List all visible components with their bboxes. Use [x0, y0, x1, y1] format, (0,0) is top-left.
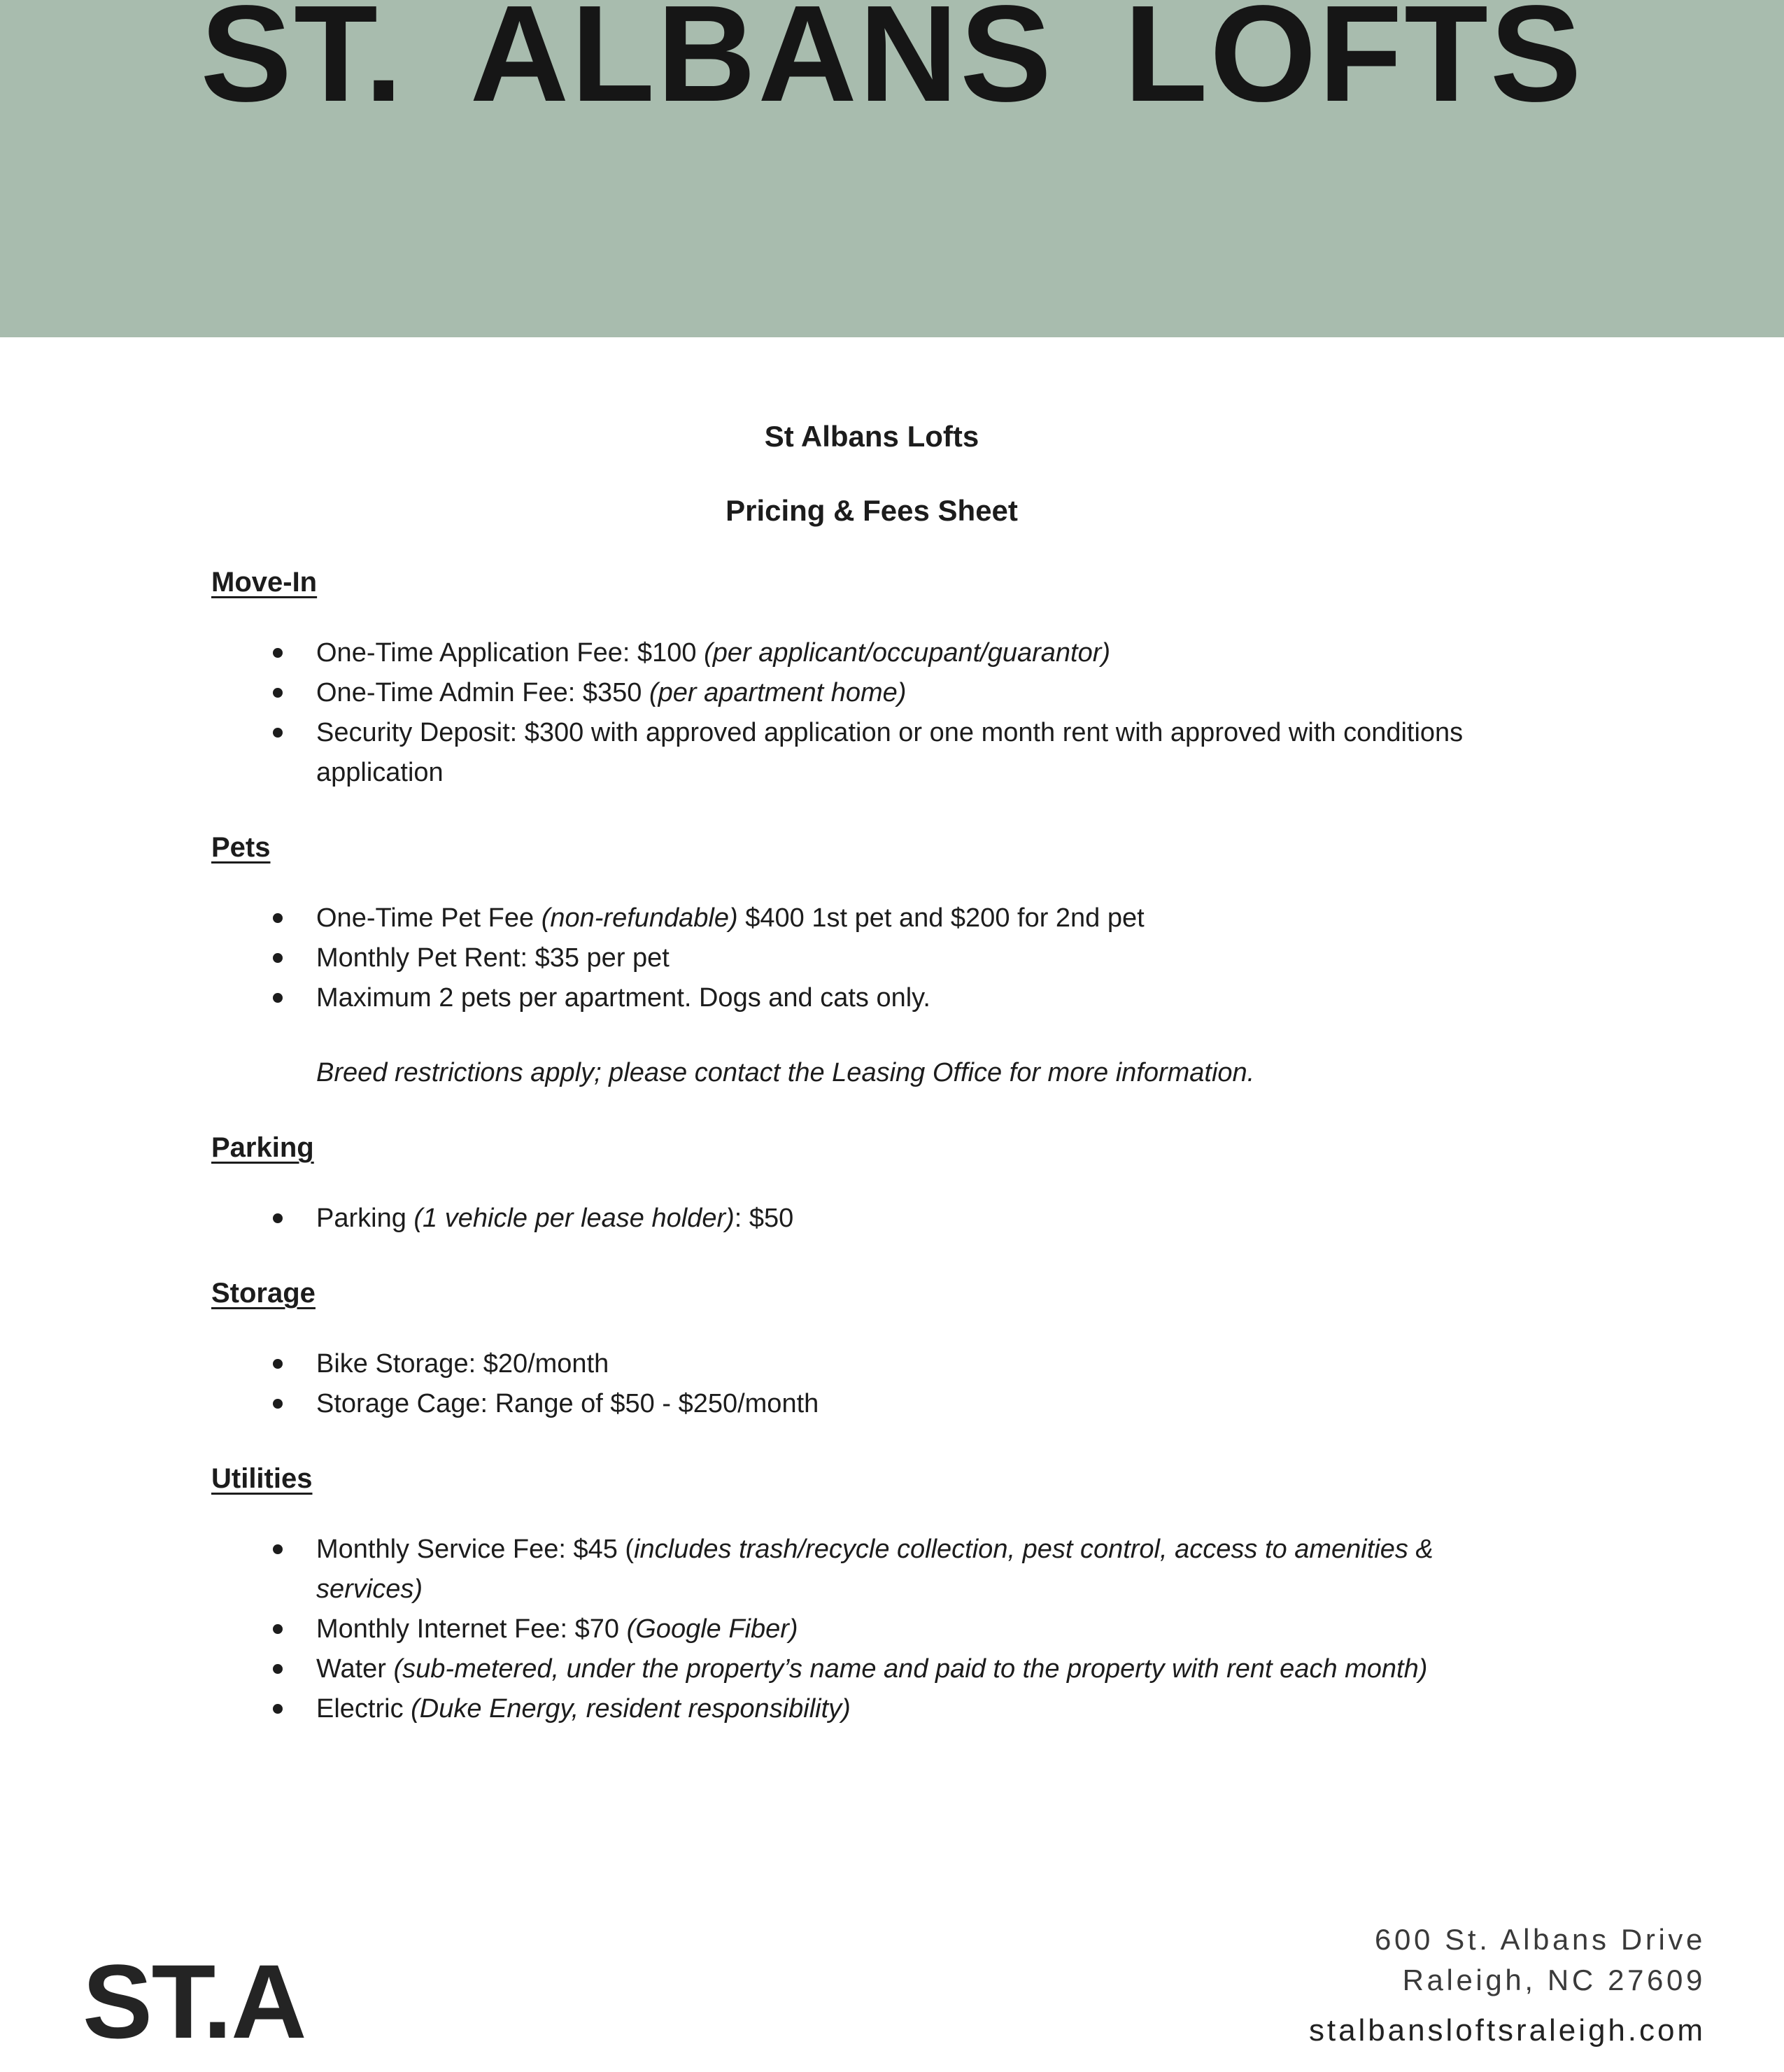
section-heading: Move-In	[211, 567, 318, 598]
section-note: Breed restrictions apply; please contact the Leasing Office for more information.	[316, 1058, 1255, 1087]
bullet-text: Storage Cage: Range of $50 - $250/month	[316, 1389, 819, 1418]
brand-logo-text: ST. ALBANS LOFTS	[200, 0, 1584, 130]
bullet-text-italic: includes trash/recycle collection, pest control, access to amenities & services)	[316, 1535, 1433, 1604]
footer-website: stalbansloftsraleigh.com	[1308, 2013, 1706, 2048]
bullet-item	[211, 1344, 1532, 1384]
footer-address-block	[1309, 1919, 1706, 2051]
bullet-item	[211, 1609, 1532, 1649]
bullet-text-italic: (sub-metered, under the property’s name and paid to the property with rent each month)	[393, 1654, 1428, 1684]
bullet-text-italic: (non-refundable)	[541, 903, 738, 933]
bullet-text: Monthly Service Fee: $45 (	[316, 1535, 635, 1564]
bullet-item	[211, 938, 1532, 978]
bullet-text: One-Time Admin Fee: $350	[316, 678, 649, 707]
bullet-list	[211, 1199, 1532, 1239]
bullet-text: One-Time Pet Fee	[316, 903, 541, 933]
bullet-text-italic: (Google Fiber)	[626, 1614, 798, 1644]
bullet-text: Monthly Internet Fee: $70	[316, 1614, 627, 1644]
address-line-1: 600 St. Albans Drive	[1375, 1923, 1706, 1956]
bullet-item	[211, 1530, 1532, 1609]
doc-subtitle: Pricing & Fees Sheet	[725, 494, 1018, 527]
document-body	[0, 337, 1784, 1729]
section-heading: Utilities	[211, 1463, 313, 1494]
bullet-item	[211, 978, 1532, 1018]
doc-title: St Albans Lofts	[764, 420, 979, 453]
section-heading: Storage	[211, 1278, 316, 1309]
bullet-text-italic: (1 vehicle per lease holder)	[413, 1204, 735, 1233]
bullet-item	[211, 1384, 1532, 1424]
bullet-item	[211, 1199, 1532, 1239]
header-band	[0, 0, 1784, 337]
bullet-text: : $50	[734, 1204, 794, 1233]
bullet-text: Bike Storage: $20/month	[316, 1349, 609, 1379]
bullet-list	[211, 633, 1532, 793]
section-heading: Parking	[211, 1132, 314, 1163]
bullet-text: Maximum 2 pets per apartment. Dogs and cats only.	[316, 983, 930, 1013]
bullet-text: Monthly Pet Rent: $35 per pet	[316, 943, 670, 973]
bullet-item	[211, 898, 1532, 938]
bullet-list	[211, 1530, 1532, 1729]
bullet-item	[211, 713, 1532, 793]
bullet-item	[211, 1689, 1532, 1729]
footer-logo-mark: ST.A	[83, 1943, 306, 2060]
sections-container	[211, 567, 1532, 1729]
bullet-item	[211, 1649, 1532, 1689]
bullet-text: $400 1st pet and $200 for 2nd pet	[737, 903, 1145, 933]
bullet-list	[211, 1344, 1532, 1424]
bullet-text: One-Time Application Fee: $100	[316, 638, 705, 668]
bullet-text-italic: (per apartment home)	[649, 678, 907, 707]
bullet-text: Electric	[316, 1694, 411, 1724]
bullet-list	[211, 898, 1532, 1018]
bullet-item	[211, 673, 1532, 713]
bullet-text: Security Deposit: $300 with approved application or one month rent with approved with conditions application	[316, 718, 1464, 787]
address-line-2: Raleigh, NC 27609	[1402, 1964, 1706, 1996]
bullet-text-italic: (Duke Energy, resident responsibility)	[411, 1694, 851, 1724]
bullet-text: Water	[316, 1654, 394, 1684]
bullet-text-italic: (per applicant/occupant/guarantor)	[704, 638, 1111, 668]
section-heading: Pets	[211, 832, 271, 863]
bullet-item	[211, 633, 1532, 673]
bullet-text: Parking	[316, 1204, 414, 1233]
